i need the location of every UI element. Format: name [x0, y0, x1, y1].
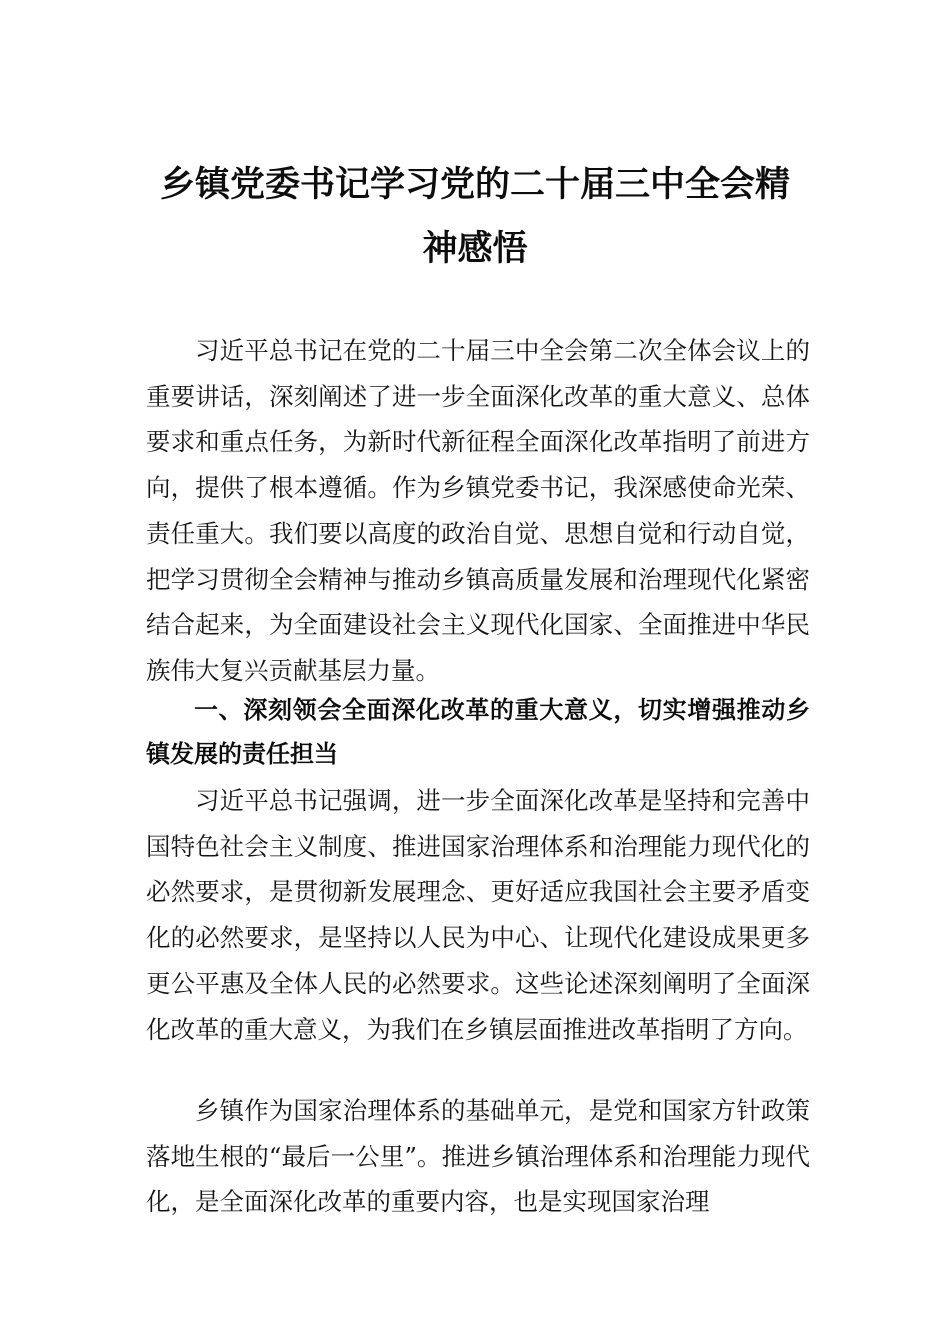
paragraph-section1-2: 乡镇作为国家治理体系的基础单元，是党和国家方针政策落地生根的“最后一公里”。推进乡镇治理体系和治理能力现代化，是全面深化改革的重要内容，也是实现国家治理 — [146, 1096, 810, 1217]
document-title-line-1: 乡镇党委书记学习党的二十届三中全会精 — [159, 165, 790, 205]
section-heading-1: 一、深刻领会全面深化改革的重大意义，切实增强推动乡镇发展的责任担当 — [146, 696, 810, 768]
paragraph-intro: 习近平总书记在党的二十届三中全会第二次全体会议上的重要讲话，深刻阐述了进一步全面深化改革的重大意义、总体要求和重点任务，为新时代新征程全面深化改革指明了前进方向，提供了根本遵循。作为乡镇党委书记，我深感使命光荣、责任重大。我们要以高度的政治自觉、思想自觉和行动自觉，把学习贯彻全会精神与推动乡镇高质量发展和治理现代化紧密结合起来，为全面建设社会主义现代化国家、全面推进中华民族伟大复兴贡献基层力量。 — [146, 336, 810, 685]
document-title-line-2: 神感悟 — [422, 229, 528, 269]
paragraph-section1-1: 习近平总书记强调，进一步全面深化改革是坚持和完善中国特色社会主义制度、推进国家治理体系和治理能力现代化的必然要求，是贯彻新发展理念、更好适应我国社会主要矛盾变化的必然要求，是坚持以人民为中心、让现代化建设成果更多更公平惠及全体人民的必然要求。这些论述深刻阐明了全面深化改革的重大意义，为我们在乡镇层面推进改革指明了方向。 — [146, 786, 810, 1044]
